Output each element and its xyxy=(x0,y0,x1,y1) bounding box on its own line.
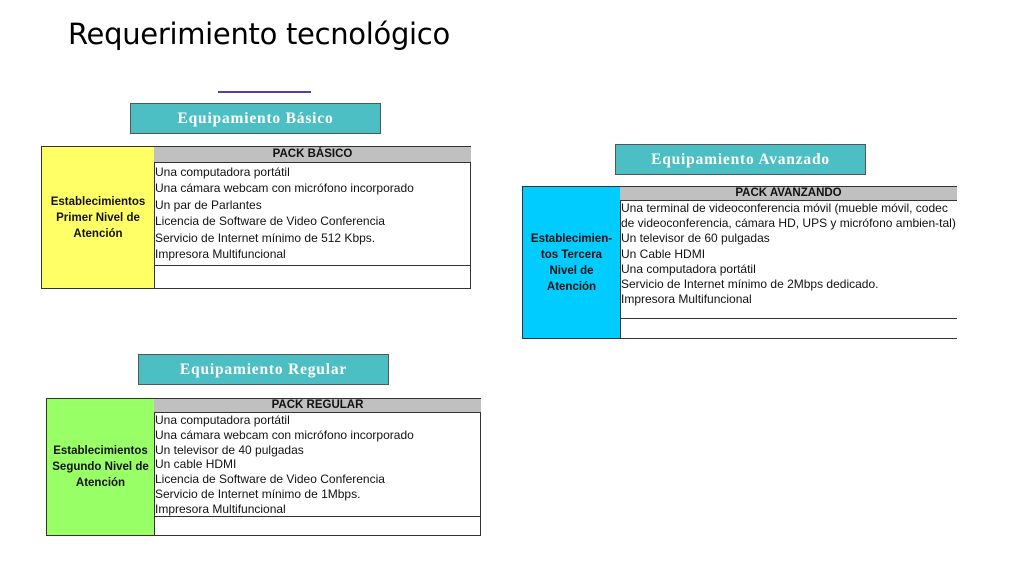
list-item: Servicio de Internet mínimo de 1Mbps. xyxy=(155,486,361,501)
list-item: Una computadora portátil xyxy=(621,261,756,276)
avanzado-row-label: Establecimien-tos Tercera Nivel de Atención xyxy=(522,186,621,339)
basico-pack-title: PACK BÁSICO xyxy=(154,146,471,163)
list-item: Una computadora portátil xyxy=(155,413,290,427)
list-item: Impresora Multifuncional xyxy=(155,501,286,516)
list-item: Impresora Multifuncional xyxy=(621,292,752,307)
list-item: Un par de Parlantes xyxy=(155,197,262,212)
avanzado-table-bottom-line xyxy=(620,338,957,339)
basico-row-label: Establecimientos Primer Nivel de Atención xyxy=(41,146,155,289)
avanzado-items-list xyxy=(620,201,956,307)
basico-items-bottom-line xyxy=(154,265,470,266)
regular-pack-title: PACK REGULAR xyxy=(154,398,481,413)
title-accent-line xyxy=(218,91,311,93)
list-item: Una computadora portátil xyxy=(155,165,290,179)
avanzado-pack-title: PACK AVANZANDO xyxy=(620,186,957,201)
basico-items-list xyxy=(154,164,471,262)
regular-header: Equipamiento Regular xyxy=(138,354,389,385)
regular-items-list xyxy=(154,413,481,517)
regular-row-label: Establecimientos Segundo Nivel de Atención xyxy=(46,398,155,536)
regular-items-bottom-line xyxy=(154,516,481,517)
list-item: Impresora Multifuncional xyxy=(155,247,286,262)
list-item: Servicio de Internet mínimo de 512 Kbps. xyxy=(155,230,376,245)
avanzado-header: Equipamiento Avanzado xyxy=(615,144,866,175)
list-item: Un Cable HDMI xyxy=(621,246,706,261)
list-item: Licencia de Software de Video Conferencia xyxy=(155,214,385,229)
basico-table-bottom-line xyxy=(154,288,471,289)
avanzado-items-bottom-line xyxy=(620,318,957,319)
list-item: Un cable HDMI xyxy=(155,457,237,472)
list-item: Licencia de Software de Video Conferencia xyxy=(155,472,385,487)
slide-title: Requerimiento tecnológico xyxy=(68,17,450,51)
list-item: Una cámara webcam con micrófono incorporado xyxy=(155,427,414,442)
list-item: Un televisor de 40 pulgadas xyxy=(155,442,304,457)
basico-header: Equipamiento Básico xyxy=(130,103,381,134)
list-item: Un televisor de 60 pulgadas xyxy=(621,231,770,246)
list-item: Una terminal de videoconferencia móvil (mueble móvil, codec de videoconferencia, cámara HD, UPS y micrófono ambien-tal) xyxy=(621,201,956,231)
basico-right-border xyxy=(470,163,471,289)
list-item: Una cámara webcam con micrófono incorporado xyxy=(155,181,414,196)
regular-right-border xyxy=(480,412,481,536)
regular-table-bottom-line xyxy=(154,535,481,536)
list-item: Servicio de Internet mínimo de 2Mbps dedicado. xyxy=(621,277,879,292)
